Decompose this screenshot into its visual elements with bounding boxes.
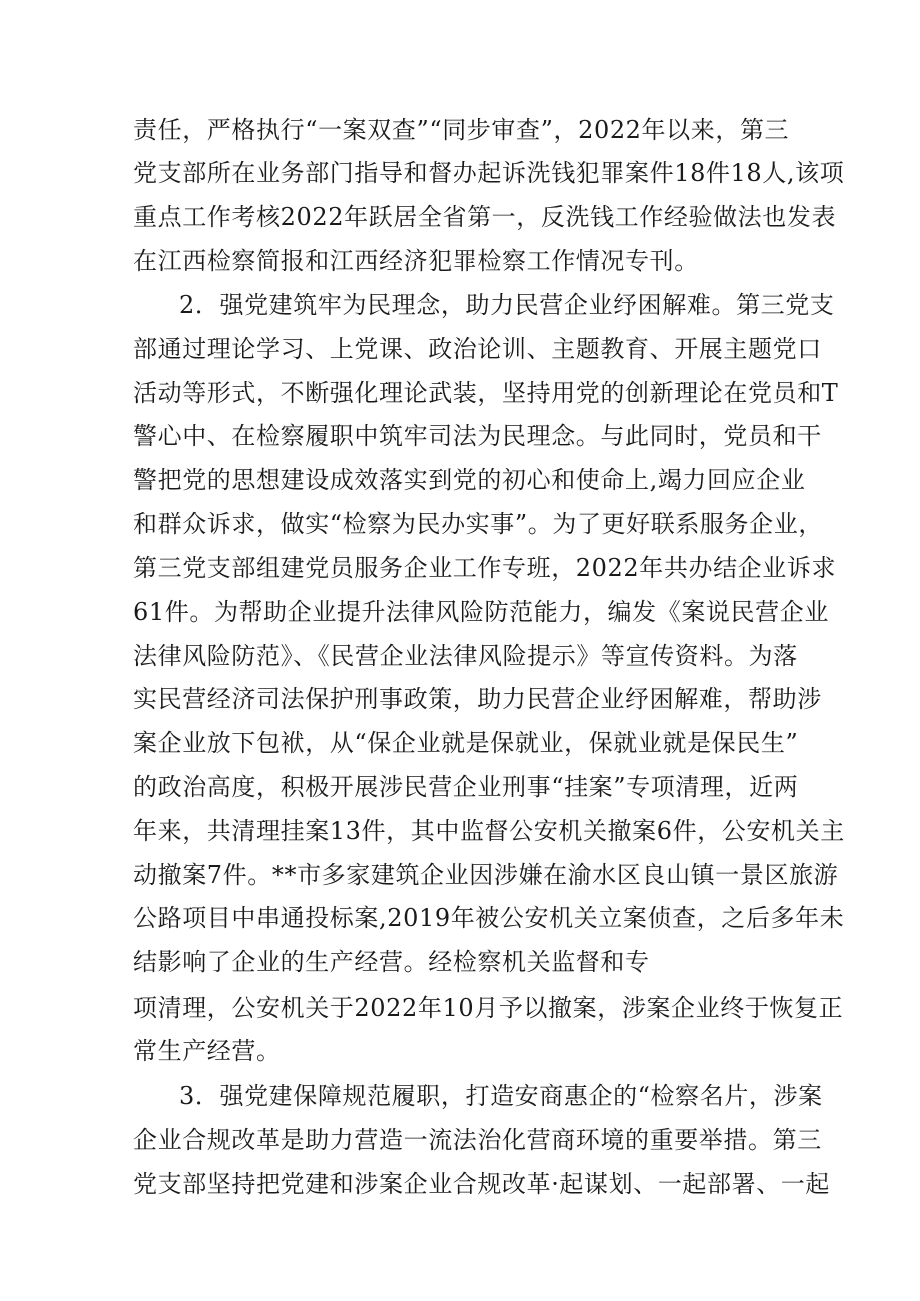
text-line: 活动等形式，不断强化理论武装，坚持用党的创新理论在党员和T bbox=[133, 379, 839, 407]
text-line: 在江西检察简报和江西经济犯罪检察工作情况专刊。 bbox=[133, 247, 699, 275]
text-line: 实民营经济司法保护刑事政策，助力民营企业纾困解难，帮助涉 bbox=[133, 685, 822, 713]
text-line: 年来，共清理挂案13件，其中监督公安机关撤案6件，公安机关主 bbox=[133, 817, 845, 845]
paragraph-2-heading-line: 2．强党建筑牢为民理念，助力民营企业纾困解难。第三党支 bbox=[179, 291, 835, 319]
text-line: 和群众诉求，做实“检察为民办实事”。为了更好联系服务企业， bbox=[133, 510, 823, 538]
paragraph-3-heading-line: 3．强党建保障规范履职，打造安商惠企的“检察名片，涉案 bbox=[179, 1082, 823, 1110]
text-line: 常生产经营。 bbox=[133, 1037, 281, 1065]
text-line: 公路项目中串通投标案,2019年被公安机关立案侦查，之后多年未 bbox=[133, 904, 845, 932]
text-line: 动撤案7件。**市多家建筑企业因涉嫌在渝水区良山镇一景区旅游 bbox=[133, 861, 839, 889]
text-line: 第三党支部组建党员服务企业工作专班，2022年共办结企业诉求 bbox=[133, 554, 837, 582]
text-line: 企业合规改革是助力营造一流法治化营商环境的重要举措。第三 bbox=[133, 1126, 822, 1154]
text-line: 结影响了企业的生产经营。经检察机关监督和专 bbox=[133, 948, 650, 976]
text-line: 党支部所在业务部门指导和督办起诉洗钱犯罪案件18件18人,该项 bbox=[133, 159, 845, 187]
text-line: 警把党的思想建设成效落实到党的初心和使命上,竭力回应企业 bbox=[133, 466, 806, 494]
text-line: 部通过理论学习、上党课、政治论训、主题教育、开展主题党口 bbox=[133, 335, 822, 363]
text-line: 重点工作考核2022年跃居全省第一，反洗钱工作经验做法也发表 bbox=[133, 203, 837, 231]
text-line: 责任，严格执行“一案双查”“同步审查”，2022年以来，第三 bbox=[133, 116, 790, 144]
text-line: 的政治高度，积极开展涉民营企业刑事“挂案”专项清理，近两 bbox=[133, 773, 799, 801]
text-line: 党支部坚持把党建和涉案企业合规改革·起谋划、一起部署、一起 bbox=[133, 1170, 831, 1198]
text-line: 项清理，公安机关于2022年10月予以撤案，涉案企业终于恢复正 bbox=[133, 994, 844, 1022]
text-line: 法律风险防范》、《民营企业法律风险提示》等宣传资料。为落 bbox=[133, 642, 798, 670]
text-line: 案企业放下包袱，从“保企业就是保就业，保就业就是保民生” bbox=[133, 729, 799, 757]
text-line: 61件。为帮助企业提升法律风险防范能力，编发《案说民营企业 bbox=[133, 598, 829, 626]
text-line: 警心中、在检察履职中筑牢司法为民理念。与此同时，党员和干 bbox=[133, 422, 822, 450]
